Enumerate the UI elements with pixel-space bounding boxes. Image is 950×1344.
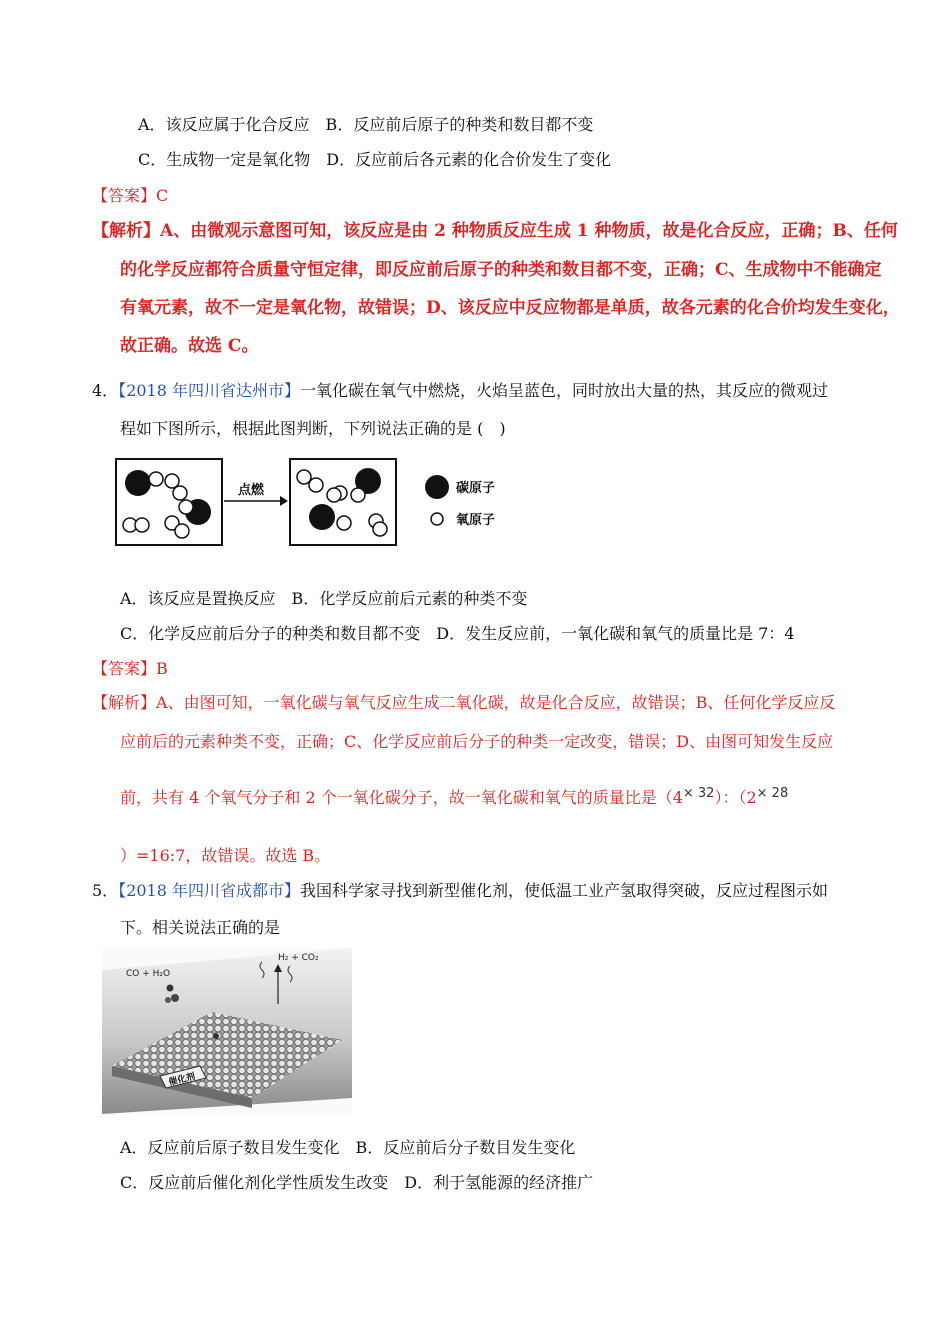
q5-options-line2: C．反应前后催化剂化学性质发生改变 D．利于氢能源的经济推广 (120, 1173, 594, 1192)
q5-options-line1: A．反应前后原子数目发生变化 B．反应前后分子数目发生变化 (120, 1138, 576, 1157)
q5-number: 5． (92, 881, 119, 900)
oxygen-atom (179, 500, 193, 514)
q4-analysis-line3 (120, 787, 788, 811)
q4-analysis-text-3: 前，共有 4 个氧气分子和 2 个一氧化碳分子，故一氧化碳和氧气的质量比是（4 (120, 788, 683, 807)
q5-stem-text: 我国科学家寻找到新型催化剂，使低温工业产氢取得突破，反应过程图示如 (300, 881, 829, 900)
legend-oxygen-icon (431, 513, 443, 525)
legend-oxygen-label: 氧原子 (456, 513, 496, 528)
legend-carbon-icon (425, 475, 449, 499)
q4-analysis-text-3b: ）：（2 (714, 788, 757, 807)
q3-analysis-label: 【解析】 (92, 221, 160, 241)
q5-catalyst-figure (102, 948, 352, 1114)
oxygen-atom (337, 516, 351, 530)
reactant-molecule (165, 997, 171, 1003)
q4-reaction-figure (114, 455, 534, 555)
q4-analysis-line1 (92, 692, 835, 714)
q4-answer-value: B (156, 659, 168, 678)
q4-options-line1: A．该反应是置换反应 B．化学反应前后元素的种类不变 (120, 589, 528, 608)
q5-source-tag: 【2018 年四川省成都市】 (118, 881, 300, 900)
catalyst-label: 催化剂 (167, 1071, 197, 1089)
oxygen-atom (149, 472, 163, 486)
arrow-label: 点燃 (238, 483, 265, 498)
oxygen-atom (175, 524, 189, 538)
q3-analysis-line4: 故正确。故选 C。 (120, 336, 259, 356)
q4-answer-label: 【答案】 (92, 659, 157, 678)
surface-molecule (213, 1033, 219, 1039)
q4-answer (92, 658, 168, 680)
oxygen-atom (173, 486, 187, 500)
q4-analysis-line2: 应前后的元素种类不变，正确；C、化学反应前后分子的种类一定改变，错误；D、由图可知发生反应 (120, 732, 834, 751)
q4-analysis-sup-1: × 32 (682, 786, 715, 801)
q4-stem-text: 一氧化碳在氧气中燃烧，火焰呈蓝色，同时放出大量的热，其反应的微观过 (300, 381, 829, 400)
oxygen-atom (309, 478, 323, 492)
reactant-molecule (171, 994, 179, 1002)
q4-stem-line2: 程如下图所示，根据此图判断，下列说法正确的是 ( ) (120, 419, 506, 438)
q3-answer (92, 185, 168, 207)
q3-analysis-line1 (92, 220, 898, 242)
q3-analysis-line2: 的化学反应都符合质量守恒定律，即反应前后原子的种类和数目都不变，正确；C、生成物中不能确定 (120, 260, 882, 280)
q4-stem-line1 (92, 380, 828, 402)
q5-stem-line2: 下。相关说法正确的是 (120, 918, 281, 937)
q3-answer-value: C (156, 186, 169, 205)
q4-source-tag: 【2018 年四川省达州市】 (118, 381, 300, 400)
q4-analysis-sup-2: × 28 (756, 786, 789, 801)
q3-analysis-text-1: A、由微观示意图可知，该反应是由 2 种物质反应生成 1 种物质，故是化合反应，正确；B、任何 (160, 221, 898, 241)
reaction-arrow-head (280, 496, 288, 506)
reactants-label: CO + H₂O (126, 969, 171, 979)
q5-stem-line1 (92, 880, 828, 902)
q3-options-line2: C．生成物一定是氧化物 D．反应前后各元素的化合价发生了变化 (138, 150, 612, 169)
oxygen-atom (351, 488, 365, 502)
legend-carbon-label: 碳原子 (456, 481, 496, 496)
q4-number: 4． (92, 381, 119, 400)
carbon-atom (309, 504, 335, 530)
oxygen-atom (373, 522, 387, 536)
q4-analysis-text-1: A、由图可知，一氧化碳与氧气反应生成二氧化碳，故是化合反应，故错误；B、任何化学反应反 (156, 693, 836, 712)
oxygen-atom (327, 488, 341, 502)
products-label: H₂ + CO₂ (278, 953, 319, 963)
oxygen-atom (135, 518, 149, 532)
q3-options-line1: A．该反应属于化合反应 B．反应前后原子的种类和数目都不变 (138, 115, 594, 134)
q4-analysis-line4: ）=16:7，故错误。故选 B。 (120, 846, 331, 865)
q4-analysis-label: 【解析】 (92, 693, 157, 712)
carbon-atom (125, 470, 151, 496)
q4-options-line2: C．化学反应前后分子的种类和数目都不变 D．发生反应前，一氧化碳和氧气的质量比是 7：4 (120, 624, 795, 643)
reactant-molecule (167, 985, 174, 992)
q3-answer-label: 【答案】 (92, 186, 157, 205)
q3-analysis-line3: 有氧元素，故不一定是氧化物，故错误；D、该反应中反应物都是单质，故各元素的化合价均发生变化， (120, 298, 900, 318)
